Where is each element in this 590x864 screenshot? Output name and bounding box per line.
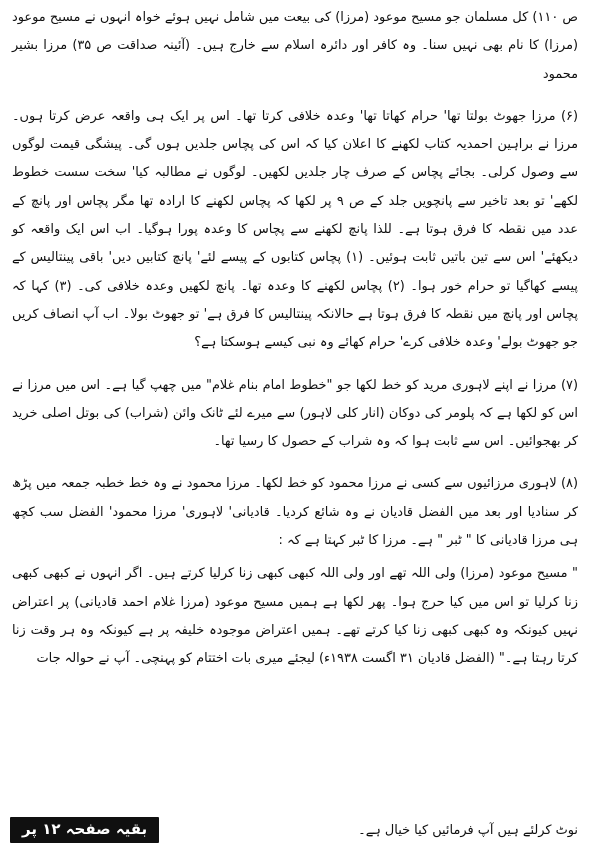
paragraph-7: (۷) مرزا نے اپنے لاہوری مرید کو خط لکھا جو "خطوط امام بنام غلام" میں چھپ گیا ہے۔ اس میں مرزا نے اس کو لکھا ہے کہ پلومر کی دوکان (انار کلی لاہور) سے میرے لئے ٹانک وائن (شراب) کی بوتل اصلی خرید کر بھجوائیں۔ اس سے ثابت ہوا کہ وہ شراب کے حصول کا رسیا تھا۔: [12, 377, 578, 450]
paragraph-8: (۸) لاہوری مرزائیوں سے کسی نے مرزا محمود کو خط لکھا۔ مرزا محمود نے وہ خط خطبہ جمعہ میں پڑھ کر سنادیا اور بعد میں الفضل قادیان نے وہ شائع کردیا۔ قادیانی' لاہوری' مرزا محمود' الفضل سب کچھ ہی مرزا قادیانی کا " ٹبر " ہے۔ مرزا کا ٹبر کہتا ہے کہ :: [12, 476, 578, 549]
paragraph-6: (۶) مرزا جھوٹ بولتا تھا' حرام کھاتا تھا' وعدہ خلافی کرتا تھا۔ اس پر ایک ہی واقعہ عرض کرتا ہوں۔ مرزا نے براہین احمدیہ کتاب لکھنے کا اعلان کیا کہ اس کی پچاس جلدیں ہوں گی۔ پیشگی قیمت لوگوں سے وصول کرلی۔ بجائے پچاس کے صرف چار جلدیں لکھیں۔ لوگوں نے مطالبہ کیا' سخت سست خطوط لکھے' تو بعد تاخیر سے پانچویں جلد کے ص ۹ پر لکھا کہ پچاس لکھنے کا ارادہ تھا مگر پچاس اور پانچ کے عدد میں نقطہ کا فرق ہوتا ہے۔ للذا پانچ لکھنے سے پچاس کا وعدہ پورا ہوگیا۔ اب اس ایک واقعہ کو دیکھئے' اس سے تین باتیں ثابت ہوئیں۔ (۱) پچاس کتابوں کے پیسے لئے' پانچ کتابیں دیں' باقی پینتالیس کے پیسے کھاگیا تو حرام خور ہوا۔ (۲) پچاس لکھنے کا وعدہ تھا۔ پانچ لکھیں وعدہ خلافی کی۔ (۳) کہا کہ پچاس اور پانچ میں نقطہ کا فرق ہوتا ہے حالانکہ پینتالیس کا فرق ہے' تو جھوٹ بولا۔ اب آپ انصاف کریں جو جھوٹ بولے' وعدہ خلافی کرے' حرام کھائے وہ نبی کیسے ہوسکتا ہے؟: [12, 108, 578, 351]
page-footer: [10, 812, 578, 848]
body-text: [12, 4, 578, 674]
continuation-badge: بقیہ صفحہ ۱۲ پر: [10, 817, 159, 843]
paragraph-intro-quote: ص ۱۱۰) کل مسلمان جو مسیح موعود (مرزا) کی بیعت میں شامل نہیں ہوئے خواہ انہوں نے مسیح موعود (مرزا) کا نام بھی نہیں سنا۔ وہ کافر اور دائرہ اسلام سے خارج ہیں۔ (آئینہ صداقت ص ۳۵) مرزا بشیر محمود: [12, 10, 578, 82]
paragraph-quote-alfazl: " مسیح موعود (مرزا) ولی اللہ تھے اور ولی اللہ کبھی کبھی زنا کرلیا کرتے ہیں۔ اگر انہوں نے کبھی کبھی زنا کرلیا تو اس میں کیا حرج ہوا۔ پھر لکھا ہے ہمیں مسیح موعود (مرزا غلام احمد قادیانی) پر اعتراض نہیں کیونکہ وہ کبھی کبھی زنا کیا کرتے تھے۔ ہمیں اعتراض موجودہ خلیفہ پر ہے کیونکہ وہ ہر وقت زنا کرتا رہتا ہے۔" (الفضل قادیان ۳۱ اگست ۱۹۳۸ء) لیجئے میری بات اختتام کو پہنچی۔ آپ نے حوالہ جات: [12, 566, 578, 667]
closing-line: نوٹ کرلئے ہیں آپ فرمائیں کیا خیال ہے۔: [358, 822, 578, 838]
